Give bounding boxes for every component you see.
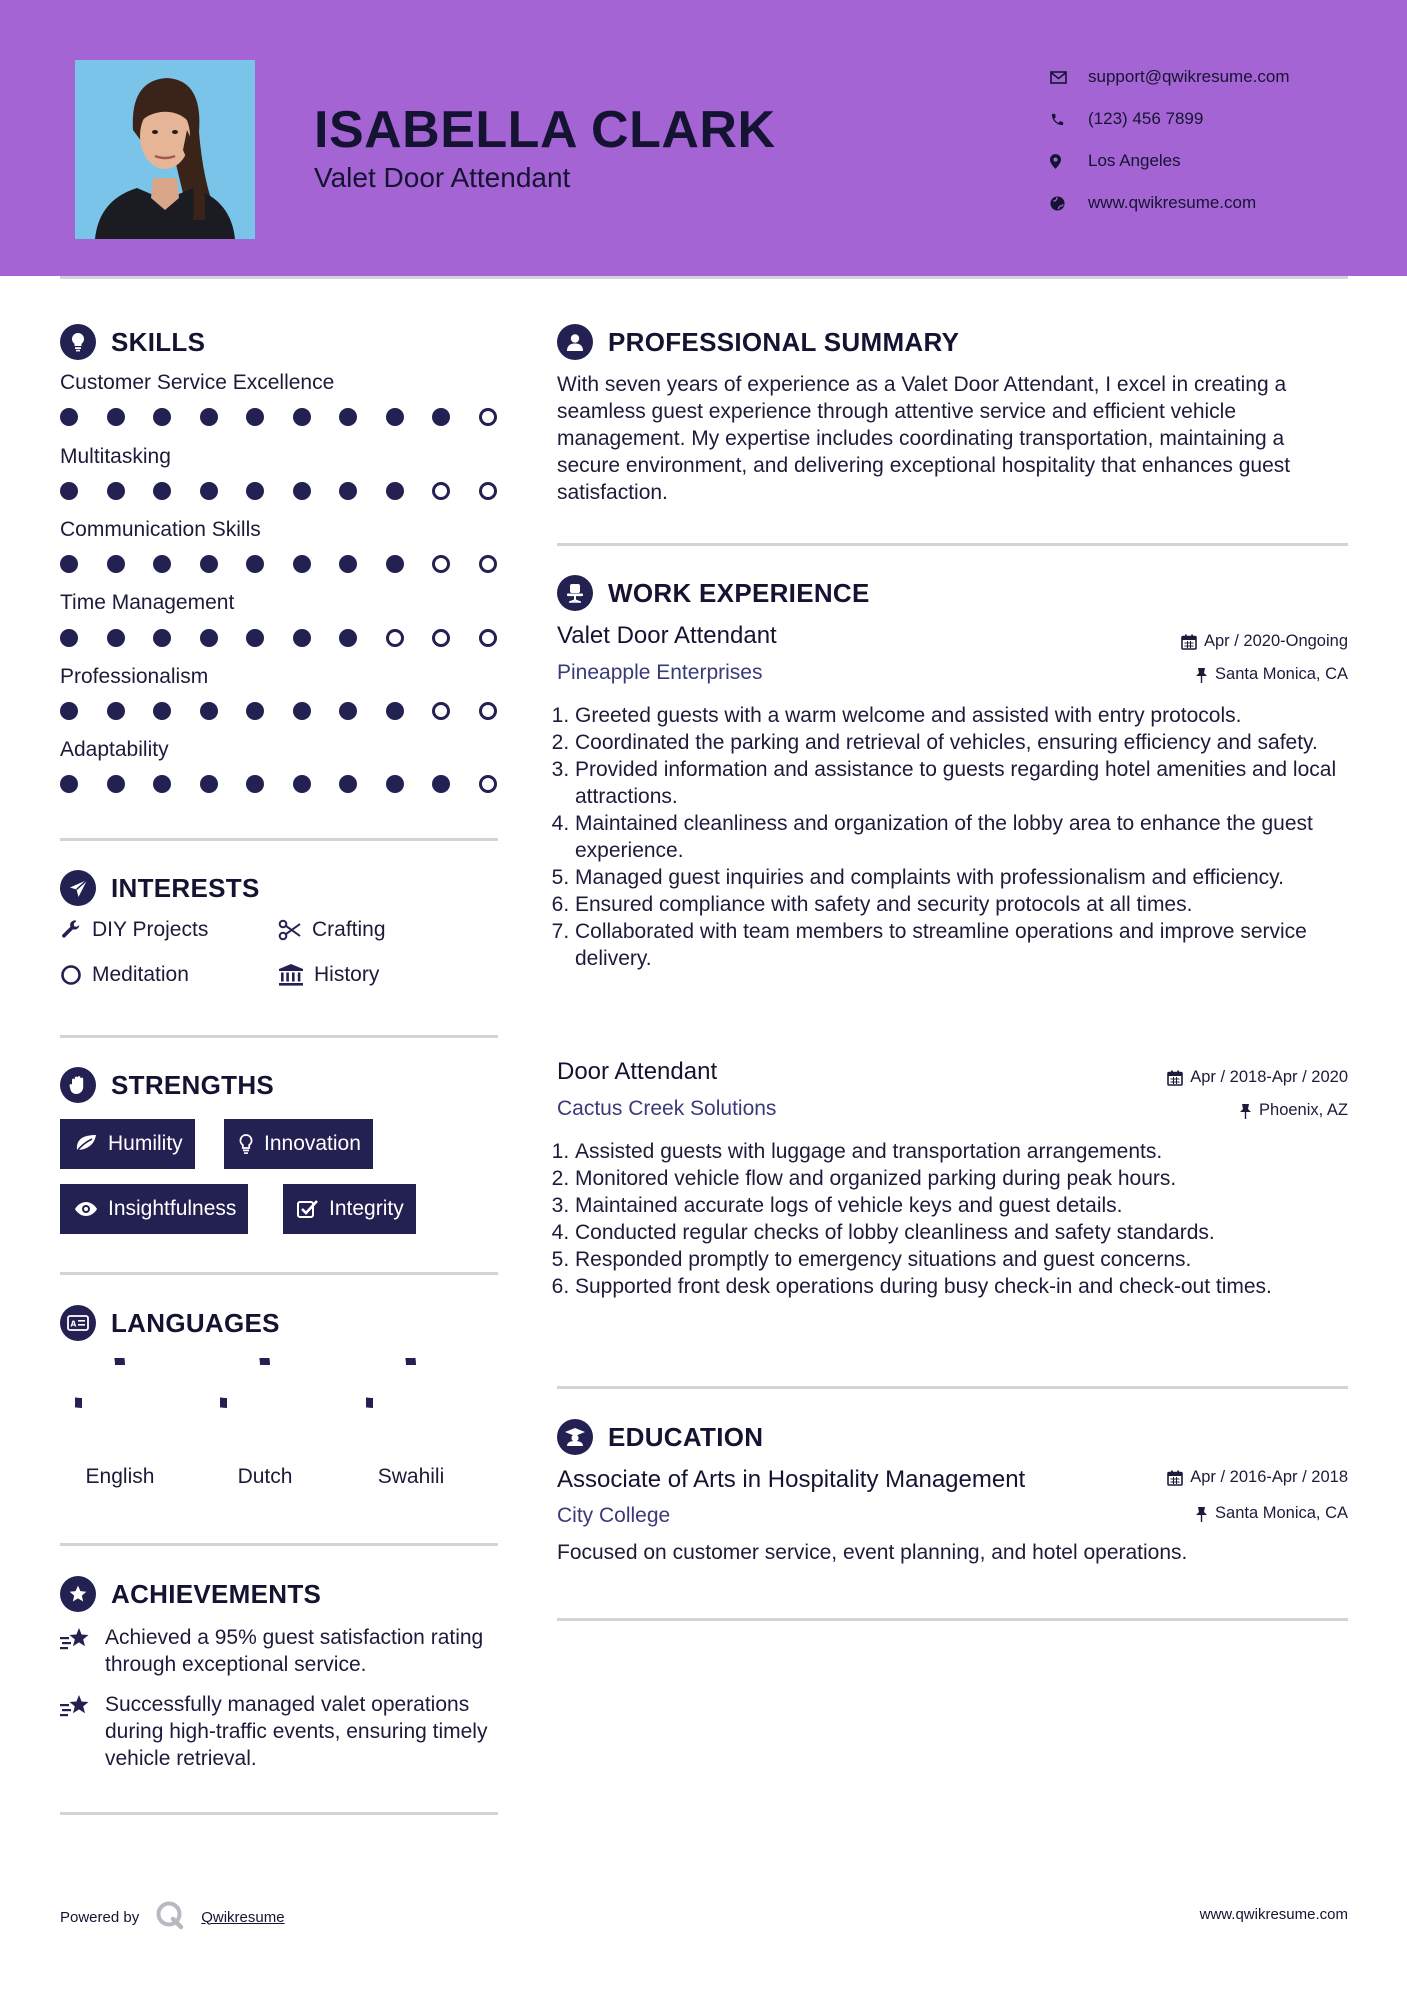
- rating-dot-empty: [479, 482, 497, 500]
- language-progress-ring: [75, 1358, 165, 1448]
- skill-rating: [60, 775, 525, 793]
- achievement-text: Achieved a 95% guest satisfaction rating through exceptional service.: [105, 1626, 484, 1676]
- strength-label: Integrity: [329, 1197, 404, 1220]
- rating-dot-filled: [153, 702, 171, 720]
- rating-dot-empty: [479, 408, 497, 426]
- education-location-text: Santa Monica, CA: [1215, 1504, 1348, 1522]
- interest-label: History: [314, 963, 380, 986]
- summary-heading: [557, 324, 959, 360]
- rating-dot-filled: [386, 555, 404, 573]
- rating-dot-filled: [107, 629, 125, 647]
- resume-header: [0, 0, 1407, 276]
- rating-dot-filled: [200, 629, 218, 647]
- rating-dot-filled: [339, 482, 357, 500]
- interest-item: [60, 918, 208, 942]
- scissors-icon: [278, 919, 302, 941]
- strength-label: Insightfulness: [108, 1197, 237, 1220]
- contact-website[interactable]: [1050, 182, 1290, 224]
- job-dates: [1181, 632, 1348, 651]
- job-dates-text: Apr / 2020-Ongoing: [1203, 632, 1348, 650]
- star-badge-icon: [60, 1576, 96, 1612]
- pushpin-icon: [1195, 667, 1208, 683]
- rating-dot-filled: [432, 408, 450, 426]
- eye-icon: [74, 1201, 98, 1217]
- strength-tag: [60, 1184, 248, 1234]
- lightbulb-icon: [60, 324, 96, 360]
- section-divider: [60, 1272, 498, 1275]
- job-dates-text: Apr / 2018-Apr / 2020: [1190, 1068, 1348, 1086]
- rating-dot-empty: [479, 629, 497, 647]
- lightbulb-icon: [238, 1133, 254, 1155]
- job-company: Cactus Creek Solutions: [557, 1097, 777, 1120]
- skill-name: Communication Skills: [60, 518, 261, 541]
- office-chair-icon: [557, 575, 593, 611]
- header-divider: [60, 276, 1348, 279]
- rating-dot-filled: [107, 702, 125, 720]
- skill-name: Time Management: [60, 591, 235, 614]
- rating-dot-filled: [246, 702, 264, 720]
- calendar-icon: [1167, 1470, 1183, 1486]
- interests-title: INTERESTS: [111, 872, 260, 903]
- rating-dot-filled: [107, 775, 125, 793]
- section-divider: [557, 543, 1348, 546]
- rating-dot-filled: [200, 702, 218, 720]
- strength-tag: [224, 1119, 373, 1169]
- rating-dot-filled: [153, 482, 171, 500]
- rating-dot-filled: [432, 775, 450, 793]
- summary-title: PROFESSIONAL SUMMARY: [608, 326, 960, 357]
- pushpin-icon: [1239, 1103, 1252, 1119]
- rating-dot-empty: [386, 629, 404, 647]
- skill-name: Adaptability: [60, 738, 169, 761]
- phone-icon: [1050, 109, 1088, 129]
- rating-dot-empty: [479, 775, 497, 793]
- responsibility-item: 5. Managed guest inquiries and complaints with professionalism and efficiency.: [575, 864, 1355, 891]
- job-location-text: Santa Monica, CA: [1215, 665, 1348, 683]
- rating-dot-filled: [60, 482, 78, 500]
- skill-name: Professionalism: [60, 665, 209, 688]
- circle-icon: [60, 964, 82, 986]
- strength-label: Humility: [108, 1132, 183, 1155]
- summary-text: With seven years of experience as a Valet Door Attendant, I excel in creating a seamless guest experience through attentive service and efficient vehicle management. My expertise includes coordinating transportation, maintaining a secure environment, and delivering exceptional hospitality that enhances guest satisfaction.: [557, 373, 1291, 504]
- language-progress-arc: [220, 1358, 265, 1403]
- rating-dot-filled: [293, 775, 311, 793]
- powered-by-text: Powered by: [60, 1908, 140, 1926]
- language-item: [65, 1358, 175, 1489]
- rating-dot-filled: [339, 702, 357, 720]
- contact-phone-text: (123) 456 7899: [1088, 109, 1204, 128]
- interest-item: [278, 918, 386, 942]
- interest-label: Meditation: [92, 963, 189, 986]
- rating-dot-filled: [293, 482, 311, 500]
- rating-dot-empty: [432, 629, 450, 647]
- rating-dot-filled: [246, 555, 264, 573]
- responsibility-item: 6. Ensured compliance with safety and security protocols at all times.: [575, 891, 1355, 918]
- education-degree: Associate of Arts in Hospitality Management: [557, 1466, 1026, 1493]
- achievement-text: Successfully managed valet operations during high-traffic events, ensuring timely vehicle retrieval.: [105, 1693, 488, 1770]
- interest-label: DIY Projects: [92, 918, 209, 941]
- strengths-title: STRENGTHS: [111, 1069, 275, 1100]
- achievement-item: [60, 1624, 505, 1678]
- rating-dot-filled: [60, 629, 78, 647]
- job-company: Pineapple Enterprises: [557, 661, 763, 684]
- education-location: [1195, 1504, 1348, 1523]
- rating-dot-filled: [339, 408, 357, 426]
- rating-dot-filled: [246, 775, 264, 793]
- rating-dot-filled: [293, 555, 311, 573]
- shooting-star-icon: [60, 1624, 105, 1678]
- contact-email-text: support@qwikresume.com: [1088, 67, 1290, 86]
- education-heading: [557, 1419, 763, 1455]
- language-item: [210, 1358, 320, 1489]
- language-progress-arc: [366, 1358, 411, 1403]
- skill-name: Multitasking: [60, 445, 171, 468]
- languages-title: LANGUAGES: [111, 1307, 280, 1338]
- footer-website[interactable]: www.qwikresume.com: [1199, 1906, 1348, 1923]
- calendar-icon: [1181, 634, 1197, 650]
- rating-dot-filled: [246, 482, 264, 500]
- rating-dot-filled: [153, 408, 171, 426]
- rating-dot-filled: [293, 702, 311, 720]
- interests-heading: [60, 870, 260, 906]
- rating-dot-filled: [293, 629, 311, 647]
- qwikresume-logo-icon: [155, 1900, 185, 1934]
- responsibility-item: 2. Monitored vehicle flow and organized parking during peak hours.: [575, 1165, 1355, 1192]
- rating-dot-filled: [107, 408, 125, 426]
- language-label: English: [85, 1465, 155, 1488]
- responsibility-item: 1. Greeted guests with a warm welcome and assisted with entry protocols.: [575, 702, 1355, 729]
- rating-dot-filled: [107, 482, 125, 500]
- education-dates-text: Apr / 2016-Apr / 2018: [1190, 1468, 1348, 1486]
- job-role: Valet Door Attendant: [557, 622, 777, 649]
- rating-dot-filled: [60, 775, 78, 793]
- rating-dot-filled: [246, 408, 264, 426]
- responsibility-item: 7. Collaborated with team members to streamline operations and improve service delivery.: [575, 918, 1355, 972]
- interest-item: [60, 963, 189, 987]
- rating-dot-empty: [479, 555, 497, 573]
- contact-location-text: Los Angeles: [1088, 151, 1181, 170]
- interest-label: Crafting: [312, 918, 386, 941]
- globe-icon: [1050, 193, 1088, 213]
- rating-dot-filled: [386, 482, 404, 500]
- responsibility-item: 4. Maintained cleanliness and organization of the lobby area to enhance the guest experience.: [575, 810, 1355, 864]
- shooting-star-icon: [60, 1691, 105, 1772]
- achievements-heading: [60, 1576, 321, 1612]
- paper-plane-icon: [60, 870, 96, 906]
- languages-heading: [60, 1305, 280, 1341]
- rating-dot-filled: [200, 408, 218, 426]
- section-divider: [60, 838, 498, 841]
- rating-dot-empty: [432, 702, 450, 720]
- contact-email[interactable]: [1050, 56, 1290, 98]
- rating-dot-filled: [339, 555, 357, 573]
- skill-rating: [60, 629, 525, 647]
- strengths-heading: [60, 1067, 274, 1103]
- rating-dot-filled: [339, 775, 357, 793]
- skills-title: SKILLS: [111, 326, 206, 357]
- calendar-icon: [1167, 1070, 1183, 1086]
- job-dates: [1167, 1068, 1348, 1087]
- rating-dot-filled: [200, 775, 218, 793]
- section-divider: [60, 1543, 498, 1546]
- responsibility-item: 1. Assisted guests with luggage and transportation arrangements.: [575, 1138, 1355, 1165]
- section-divider: [557, 1386, 1348, 1389]
- responsibility-item: 3. Maintained accurate logs of vehicle keys and guest details.: [575, 1192, 1355, 1219]
- language-progress-arc: [75, 1358, 120, 1403]
- rating-dot-filled: [60, 408, 78, 426]
- user-icon: [557, 324, 593, 360]
- rating-dot-filled: [386, 775, 404, 793]
- rating-dot-filled: [246, 629, 264, 647]
- section-divider: [60, 1812, 498, 1815]
- strength-label: Innovation: [264, 1132, 361, 1155]
- skill-rating: [60, 702, 525, 720]
- job-location: [1195, 665, 1348, 684]
- job-role: Door Attendant: [557, 1058, 718, 1085]
- education-title: EDUCATION: [608, 1421, 764, 1452]
- rating-dot-empty: [432, 482, 450, 500]
- envelope-icon: [1050, 67, 1088, 87]
- strength-tag: [283, 1184, 416, 1234]
- pushpin-icon: [1195, 1506, 1208, 1522]
- wrench-icon: [60, 919, 82, 941]
- job-responsibilities: [575, 702, 1355, 972]
- job-responsibilities: [575, 1138, 1355, 1300]
- rating-dot-filled: [60, 555, 78, 573]
- candidate-name: ISABELLA CLARK: [314, 101, 776, 159]
- section-divider: [60, 1035, 498, 1038]
- skill-rating: [60, 555, 525, 573]
- skill-rating: [60, 482, 525, 500]
- rating-dot-filled: [200, 482, 218, 500]
- check-square-icon: [297, 1199, 319, 1219]
- id-card-icon: [60, 1305, 96, 1341]
- strength-tag: [60, 1119, 195, 1169]
- rating-dot-empty: [479, 702, 497, 720]
- graduate-icon: [557, 1419, 593, 1455]
- profile-photo: [75, 60, 255, 239]
- hand-icon: [60, 1067, 96, 1103]
- leaf-icon: [74, 1134, 98, 1154]
- job-location: [1239, 1101, 1348, 1120]
- contact-website-text: www.qwikresume.com: [1088, 193, 1257, 212]
- rating-dot-empty: [432, 555, 450, 573]
- achievement-item: [60, 1691, 505, 1772]
- language-progress-ring: [366, 1358, 456, 1448]
- rating-dot-filled: [153, 775, 171, 793]
- rating-dot-filled: [153, 629, 171, 647]
- rating-dot-filled: [293, 408, 311, 426]
- qwikresume-link[interactable]: Qwikresume: [201, 1908, 285, 1926]
- rating-dot-filled: [60, 702, 78, 720]
- rating-dot-filled: [386, 408, 404, 426]
- footer-powered-by: [60, 1900, 285, 1934]
- rating-dot-filled: [339, 629, 357, 647]
- map-pin-icon: [1050, 151, 1088, 171]
- svg-text:A: A: [70, 1319, 77, 1329]
- responsibility-item: 2. Coordinated the parking and retrieval of vehicles, ensuring efficiency and safety.: [575, 729, 1355, 756]
- interest-item: [278, 963, 379, 987]
- section-divider: [557, 1618, 1348, 1621]
- language-item: [356, 1358, 466, 1489]
- contact-list: [1050, 56, 1290, 224]
- contact-phone[interactable]: [1050, 98, 1290, 140]
- experience-title: WORK EXPERIENCE: [608, 577, 870, 608]
- museum-icon: [278, 963, 304, 987]
- language-label: Swahili: [377, 1465, 445, 1488]
- achievements-title: ACHIEVEMENTS: [111, 1578, 322, 1609]
- responsibility-item: 6. Supported front desk operations during busy check-in and check-out times.: [575, 1273, 1355, 1300]
- responsibility-item: 4. Conducted regular checks of lobby cleanliness and safety standards.: [575, 1219, 1355, 1246]
- job-location-text: Phoenix, AZ: [1259, 1101, 1348, 1119]
- skill-name: Customer Service Excellence: [60, 371, 335, 394]
- candidate-title: Valet Door Attendant: [314, 162, 571, 193]
- contact-location: [1050, 140, 1290, 182]
- language-progress-ring: [220, 1358, 310, 1448]
- responsibility-item: 5. Responded promptly to emergency situations and guest concerns.: [575, 1246, 1355, 1273]
- skills-heading: [60, 324, 205, 360]
- skill-rating: [60, 408, 525, 426]
- language-label: Dutch: [237, 1465, 293, 1488]
- rating-dot-filled: [107, 555, 125, 573]
- rating-dot-filled: [386, 702, 404, 720]
- education-school: City College: [557, 1504, 671, 1527]
- education-description: Focused on customer service, event planning, and hotel operations.: [557, 1541, 1188, 1564]
- rating-dot-filled: [200, 555, 218, 573]
- education-dates: [1167, 1468, 1348, 1487]
- experience-heading: [557, 575, 870, 611]
- rating-dot-filled: [153, 555, 171, 573]
- responsibility-item: 3. Provided information and assistance to guests regarding hotel amenities and local attractions.: [575, 756, 1355, 810]
